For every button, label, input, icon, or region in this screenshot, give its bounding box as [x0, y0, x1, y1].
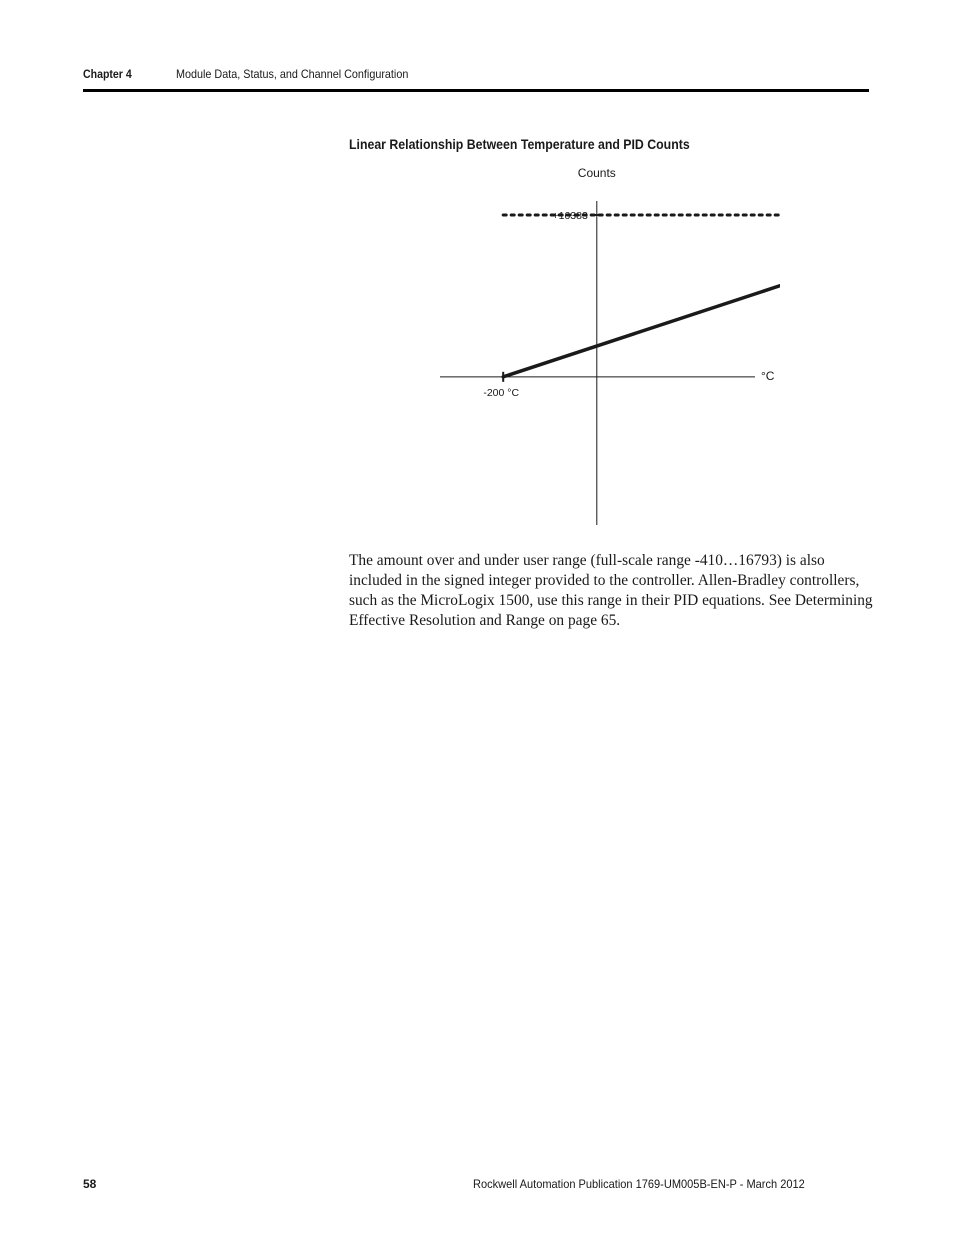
series-line — [503, 215, 780, 377]
y-tick-label: +16383 — [552, 210, 588, 222]
body-paragraph: The amount over and under user range (full-scale range -410…16793) is also included in the signed integer provided to the controller. Allen-Bradley controllers, such as the MicroLogix 1500, use this range in their PID equations. See Determining Effective Resolution and Range on page 65. — [349, 552, 873, 629]
x-axis-label: °C — [761, 368, 775, 383]
figure-caption: Linear Relationship Between Temperature and PID Counts — [349, 136, 690, 152]
temperature-counts-chart — [420, 160, 780, 535]
chapter-title: Module Data, Status, and Channel Configuration — [176, 67, 409, 81]
publication-info: Rockwell Automation Publication 1769-UM005B-EN-P - March 2012 — [473, 1177, 805, 1191]
page-header — [83, 66, 869, 86]
header-rule — [83, 89, 869, 92]
x-tick-label: -200 °C — [483, 386, 520, 399]
page-number: 58 — [83, 1177, 97, 1191]
chapter-label: Chapter 4 — [83, 67, 132, 81]
y-axis-label: Counts — [577, 166, 616, 180]
reference-lines — [503, 215, 780, 377]
